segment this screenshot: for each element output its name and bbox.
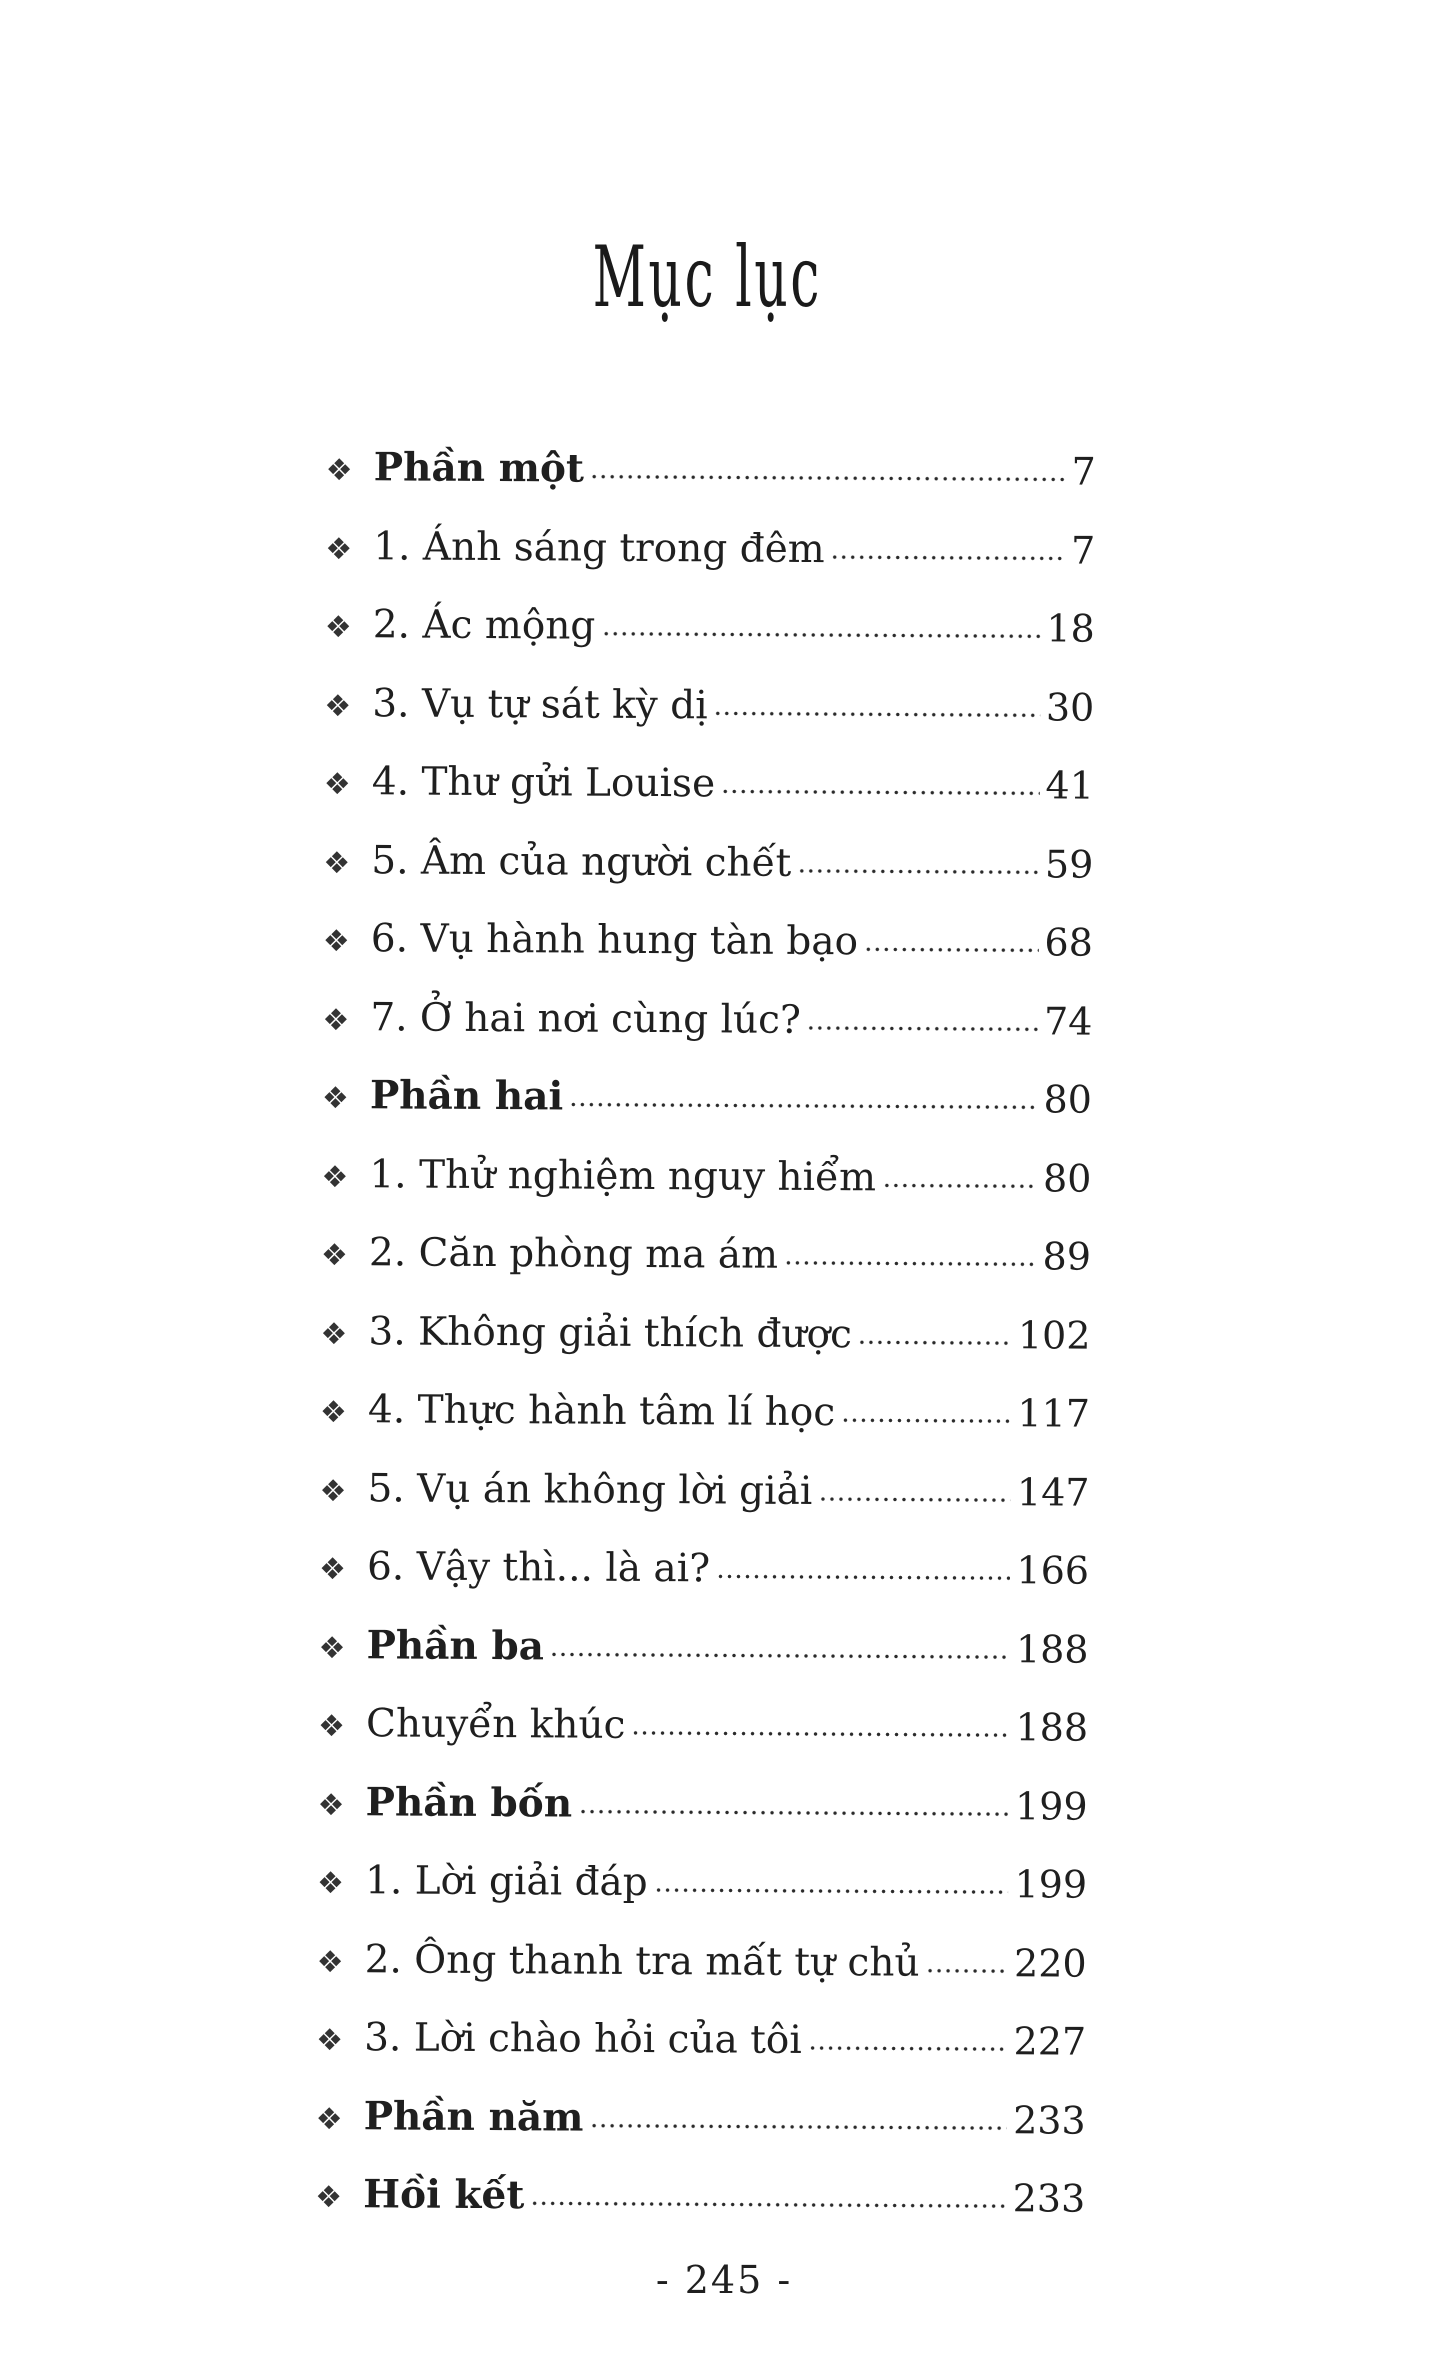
four-diamond-bullet-icon: ❖ [317,1865,345,1902]
four-diamond-bullet-icon: ❖ [321,1080,349,1117]
dot-leader [589,2120,1007,2133]
toc-entry-title: 2. Ác mộng [372,602,596,649]
toc-part-heading [317,1762,1087,1845]
toc-entry-page: 18 [1046,606,1095,651]
four-diamond-bullet-icon: ❖ [318,1551,347,1588]
four-diamond-bullet-icon: ❖ [325,531,353,567]
toc-entry-page: 80 [1043,1077,1093,1122]
toc-part-heading [326,428,1096,511]
four-diamond-bullet-icon: ❖ [322,923,350,960]
dot-leader [569,1099,1037,1112]
dot-leader [550,1649,1010,1662]
dot-leader [808,2043,1008,2054]
dot-leader [797,865,1039,876]
toc-entry-title: 5. Âm của người chết [371,837,792,886]
toc-entry [324,663,1094,746]
dot-leader [925,1965,1008,1976]
toc-entry-page: 102 [1017,1312,1091,1358]
four-diamond-bullet-icon: ❖ [325,452,353,489]
four-diamond-bullet-icon: ❖ [320,1237,348,1274]
toc-entry-title: 6. Vụ hành hung tàn bạo [370,916,859,965]
toc-entry [316,1998,1086,2081]
dot-leader [841,1415,1011,1426]
four-diamond-bullet-icon: ❖ [315,2101,343,2137]
toc-entry-title: Chuyển khúc [365,1701,626,1748]
toc-entry [323,820,1093,903]
four-diamond-bullet-icon: ❖ [319,1394,347,1431]
toc-entry-title: 6. Vậy thì... là ai? [366,1544,711,1592]
toc-entry-title: 1. Lời giải đáp [364,1858,648,1905]
toc-entry-page: 80 [1042,1155,1092,1201]
dot-leader [714,708,1040,720]
toc-entry-title: Phần bốn [365,1778,573,1827]
four-diamond-bullet-icon: ❖ [319,1473,347,1509]
toc-entry-title: 1. Thử nghiệm nguy hiểm [369,1151,877,1200]
dot-leader [858,1337,1012,1348]
dot-leader [807,1022,1038,1033]
dot-leader [831,552,1065,563]
toc-entry-page: 147 [1016,1469,1090,1515]
toc-entry-page: 68 [1044,920,1094,965]
toc-entry-page: 74 [1043,998,1093,1044]
four-diamond-bullet-icon: ❖ [324,609,352,646]
toc-entry-title: 2. Ông thanh tra mất tự chủ [364,1936,920,1986]
toc-entry-page: 7 [1070,528,1096,573]
four-diamond-bullet-icon: ❖ [318,1630,346,1666]
toc-entry [318,1684,1088,1767]
toc-entry-page: 199 [1014,1862,1088,1907]
toc-part-heading [322,1056,1092,1139]
toc-entry [321,1134,1091,1217]
toc-entry [325,506,1095,589]
toc-entry-page: 166 [1016,1548,1090,1593]
table-of-contents [315,428,1096,2238]
toc-entry-title: 3. Vụ tự sát kỳ dị [372,680,708,728]
toc-entry [325,585,1095,668]
toc-entry-page: 117 [1017,1391,1091,1436]
toc-entry [321,1213,1091,1296]
toc-entry-title: 5. Vụ án không lời giải [367,1465,813,1514]
toc-entry-page: 199 [1014,1783,1088,1829]
toc-entry-title: 3. Lời chào hỏi của tôi [364,2015,802,2063]
toc-entry [316,1919,1086,2002]
toc-entry [322,977,1092,1060]
four-diamond-bullet-icon: ❖ [322,1002,350,1038]
toc-entry [320,1370,1090,1453]
toc-entry-title: 4. Thư gửi Louise [371,759,716,807]
toc-entry [323,899,1093,982]
toc-entry-page: 41 [1045,763,1094,808]
toc-entry-page: 89 [1042,1234,1092,1279]
toc-entry-page: 188 [1015,1626,1089,1672]
toc-entry [317,1841,1087,1924]
four-diamond-bullet-icon: ❖ [323,845,351,881]
toc-entry-page: 233 [1013,2097,1086,2143]
toc-entry-page: 188 [1015,1705,1089,1750]
dot-leader [716,1571,1010,1583]
toc-entry [320,1291,1090,1374]
toc-part-heading [318,1605,1088,1688]
four-diamond-bullet-icon: ❖ [324,688,352,724]
four-diamond-bullet-icon: ❖ [323,766,351,803]
toc-entry-title: Phần một [373,444,585,492]
toc-entry-title: Hồi kết [363,2171,525,2219]
four-diamond-bullet-icon: ❖ [321,1159,349,1195]
toc-part-heading [315,2076,1085,2159]
toc-entry-title: 1. Ánh sáng trong đêm [373,523,825,572]
toc-part-heading [315,2155,1085,2238]
four-diamond-bullet-icon: ❖ [317,1787,345,1823]
page-number: - 245 - [655,2258,793,2302]
toc-entry-title: Phần năm [363,2092,584,2141]
page-title: Mục lục [592,228,822,326]
toc-entry-page: 59 [1044,841,1094,887]
toc-entry [324,742,1094,825]
toc-entry-page: 30 [1045,684,1095,730]
toc-entry-title: 7. Ở hai nơi cùng lúc? [370,994,801,1043]
dot-leader [530,2198,1006,2211]
toc-entry-page: 233 [1012,2176,1086,2221]
dot-leader [654,1885,1009,1897]
dot-leader [818,1494,1011,1505]
four-diamond-bullet-icon: ❖ [316,1944,344,1980]
dot-leader [590,472,1066,485]
dot-leader [784,1258,1037,1270]
four-diamond-bullet-icon: ❖ [320,1316,348,1352]
dot-leader [601,629,1040,642]
dot-leader [721,786,1039,798]
toc-entry [319,1527,1089,1610]
dot-leader [864,944,1039,955]
toc-entry-page: 7 [1071,449,1096,494]
four-diamond-bullet-icon: ❖ [316,2022,344,2059]
dot-leader [631,1728,1009,1740]
toc-entry-title: Phần hai [369,1072,564,1120]
dot-leader [882,1180,1037,1191]
dot-leader [578,1806,1009,1819]
four-diamond-bullet-icon: ❖ [315,2179,343,2216]
toc-entry-page: 227 [1013,2019,1087,2064]
toc-entry-title: 2. Căn phòng ma ám [368,1230,779,1278]
toc-entry-page: 220 [1013,1940,1087,1986]
toc-entry-title: 4. Thực hành tâm lí học [367,1387,836,1436]
toc-entry-title: 3. Không giải thích được [368,1308,853,1357]
four-diamond-bullet-icon: ❖ [317,1708,346,1745]
toc-entry-title: Phần ba [366,1621,545,1669]
toc-entry [319,1448,1089,1531]
